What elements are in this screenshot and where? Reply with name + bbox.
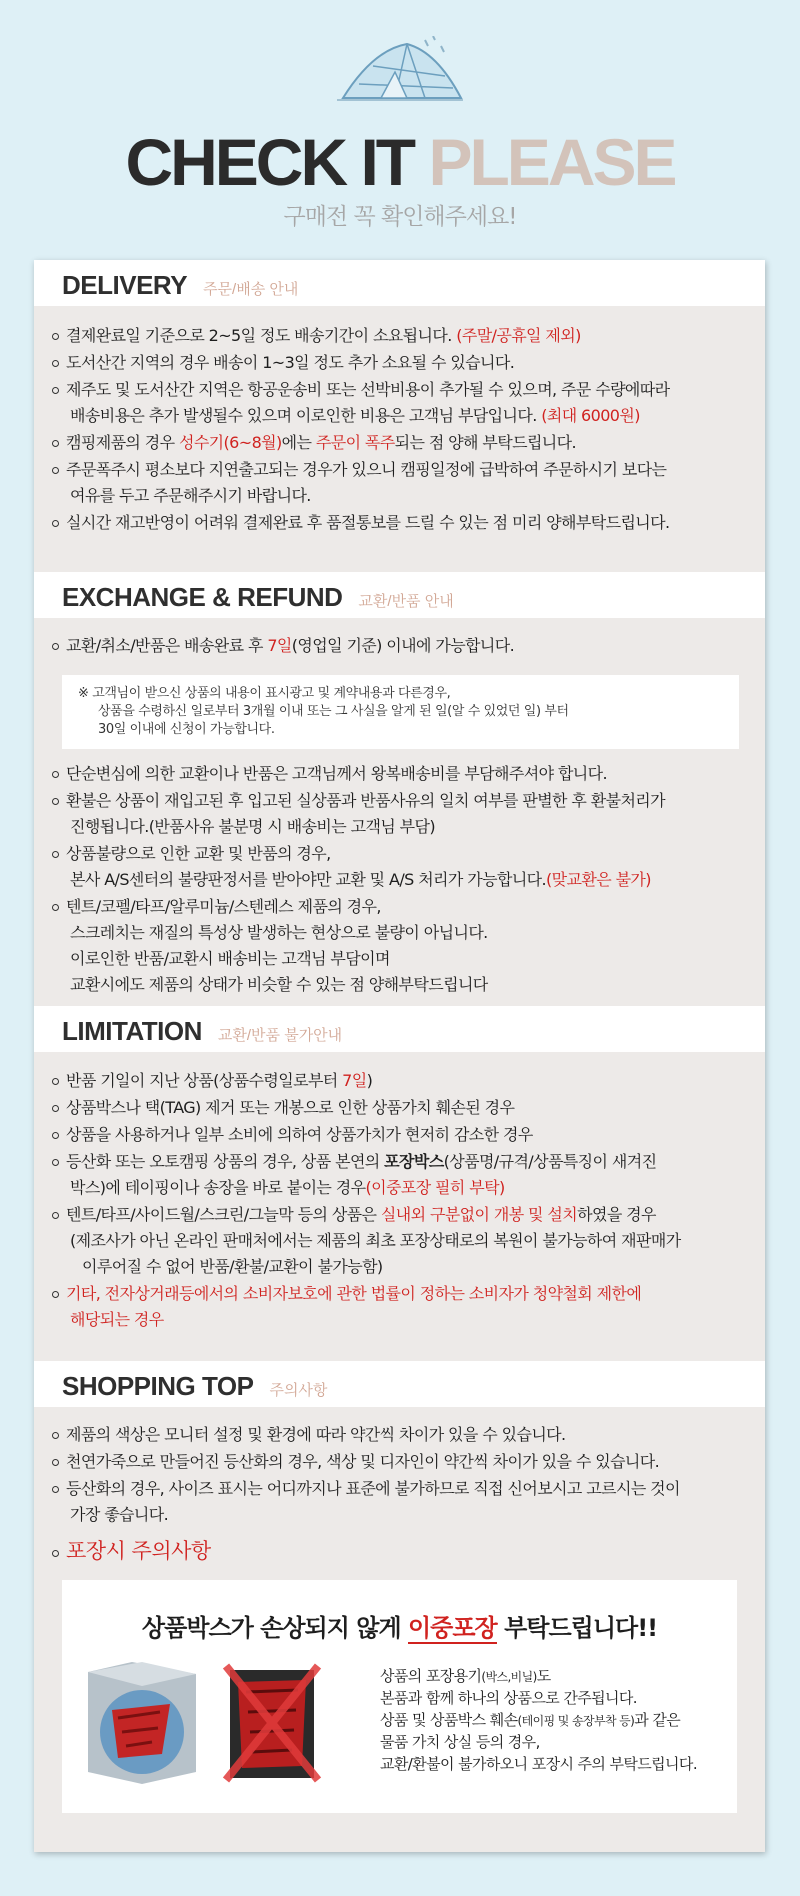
list-item: 텐트/코펠/타프/알루미늄/스텐레스 제품의 경우, — [52, 894, 381, 920]
title-part-light: PLEASE — [428, 125, 675, 199]
list-item-cont: 배송비용은 추가 발생될수 있으며 이로인한 비용은 고객님 부담입니다. (최대 6000원) — [70, 406, 640, 425]
packaging-text: 본품과 함께 하나의 상품으로 간주됩니다. — [380, 1689, 637, 1707]
list-item: 실시간 재고반영이 어려워 결제완료 후 품절통보를 드릴 수 있는 점 미리 양해부탁드립니다. — [52, 510, 670, 536]
exchange-header — [34, 572, 765, 618]
list-item: 주문폭주시 평소보다 지연출고되는 경우가 있으니 캠핑일정에 급박하여 주문하시기 보다는 — [52, 457, 666, 483]
list-item-cont: 여유를 두고 주문해주시기 바랍니다. — [70, 486, 311, 505]
packaging-title: 포장시 주의사항 — [52, 1536, 211, 1566]
notice-line: 30일 이내에 신청이 가능합니다. — [98, 722, 275, 737]
shopping-subtitle: 주의사항 — [269, 1382, 328, 1399]
tent-icon — [333, 36, 467, 106]
limitation-title: LIMITATION 교환/반품 불가안내 — [62, 1016, 343, 1046]
delivery-header — [34, 260, 765, 306]
list-item: 상품불량으로 인한 교환 및 반품의 경우, — [52, 841, 331, 867]
list-item: 상품박스나 택(TAG) 제거 또는 개봉으로 인한 상품가치 훼손된 경우 — [52, 1095, 514, 1121]
title-part-dark: CHECK IT — [125, 125, 414, 199]
list-item: 캠핑제품의 경우 성수기(6~8월)에는 주문이 폭주되는 점 양해 부탁드립니다. — [52, 430, 576, 456]
shopping-title: SHOPPING TOP 주의사항 — [62, 1371, 328, 1401]
list-item: 천연가죽으로 만들어진 등산화의 경우, 색상 및 디자인이 약간씩 차이가 있을 수 있습니다. — [52, 1449, 659, 1475]
delivery-title: DELIVERY 주문/배송 안내 — [62, 270, 299, 300]
list-item-cont: 박스)에 테이핑이나 송장을 바로 붙이는 경우(이중포장 필히 부탁) — [70, 1178, 505, 1197]
list-item: 도서산간 지역의 경우 배송이 1~3일 정도 추가 소요될 수 있습니다. — [52, 350, 514, 376]
list-item-cont: 본사 A/S센터의 불량판정서를 받아야만 교환 및 A/S 처리가 가능합니다.(맞교환은 불가) — [70, 870, 651, 889]
list-item: 상품을 사용하거나 일부 소비에 의하여 상품가치가 현저히 감소한 경우 — [52, 1122, 533, 1148]
packaging-text: 상품 및 상품박스 훼손(테이핑 및 송장부착 등)과 같은 — [380, 1711, 681, 1729]
notice-line: ※ 고객님이 받으신 상품의 내용이 표시광고 및 계약내용과 다른경우, — [78, 686, 451, 701]
list-item: 단순변심에 의한 교환이나 반품은 고객님께서 왕복배송비를 부담해주셔야 합니다. — [52, 761, 607, 787]
limitation-header — [34, 1006, 765, 1052]
delivery-subtitle: 주문/배송 안내 — [203, 281, 299, 298]
list-item: 기타, 전자상거래등에서의 소비자보호에 관한 법률이 정하는 소비자가 청약철회 제한에 — [52, 1281, 641, 1307]
page-header — [0, 0, 800, 255]
notice-line: 상품을 수령하신 일로부터 3개월 이내 또는 그 사실을 알게 된 일(알 수 있었던 일) 부터 — [98, 704, 569, 719]
list-item: 제주도 및 도서산간 지역은 항공운송비 또는 선박비용이 추가될 수 있으며, 주문 수량에따라 — [52, 377, 670, 403]
list-item: 등산화의 경우, 사이즈 표시는 어디까지나 표준에 불가하므로 직접 신어보시고 고르시는 것이 — [52, 1476, 680, 1502]
page-title — [0, 122, 800, 202]
packaging-text: 물품 가치 상실 등의 경우, — [380, 1733, 540, 1751]
exchange-title: EXCHANGE & REFUND 교환/반품 안내 — [62, 582, 454, 612]
list-item-cont: (제조사가 아닌 온라인 판매처에서는 제품의 최초 포장상태로의 복원이 불가능하여 재판매가 — [70, 1231, 681, 1250]
list-item-cont: 교환시에도 제품의 상태가 비슷할 수 있는 점 양해부탁드립니다 — [70, 975, 488, 994]
list-item: 교환/취소/반품은 배송완료 후 7일(영업일 기준) 이내에 가능합니다. — [52, 633, 514, 659]
list-item: 텐트/타프/사이드월/스크린/그늘막 등의 상품은 실내외 구분없이 개봉 및 설치하였을 경우 — [52, 1202, 656, 1228]
packaging-text: 교환/환불이 불가하오니 포장시 주의 부탁드립니다. — [380, 1755, 697, 1773]
shopping-header — [34, 1361, 765, 1407]
packaging-box — [62, 1580, 737, 1813]
list-item-cont: 해당되는 경우 — [70, 1310, 164, 1329]
packaging-headline: 상품박스가 손상되지 않게 이중포장 부탁드립니다!! — [141, 1614, 658, 1642]
list-item: 등산화 또는 오토캠핑 상품의 경우, 상품 본연의 포장박스(상품명/규격/상품특징이 새겨진 — [52, 1149, 656, 1175]
list-item-cont: 이로인한 반품/교환시 배송비는 고객님 부담이며 — [70, 949, 390, 968]
packaging-text: 상품의 포장용기(박스,비닐)도 — [380, 1667, 551, 1685]
info-card — [34, 260, 765, 1852]
list-item: 반품 기일이 지난 상품(상품수령일로부터 7일) — [52, 1068, 372, 1094]
list-item-cont: 스크레치는 재질의 특성상 발생하는 현상으로 불량이 아닙니다. — [70, 923, 488, 942]
double-box-icon — [82, 1662, 202, 1784]
list-item: 환불은 상품이 재입고된 후 입고된 실상품과 반품사유의 일치 여부를 판별한 후 환불처리가 — [52, 788, 665, 814]
list-item: 제품의 색상은 모니터 설정 및 환경에 따라 약간씩 차이가 있을 수 있습니다. — [52, 1422, 566, 1448]
page-subtitle: 구매전 꼭 확인해주세요! — [283, 204, 517, 230]
list-item-cont: 이루어질 수 없어 반품/환불/교환이 불가능함) — [82, 1257, 383, 1276]
list-item-cont: 진행됩니다.(반품사유 불분명 시 배송비는 고객님 부담) — [70, 817, 436, 836]
list-item-cont: 가장 좋습니다. — [70, 1505, 169, 1524]
exchange-subtitle: 교환/반품 안내 — [358, 593, 454, 610]
damaged-box-icon — [222, 1662, 322, 1784]
limitation-subtitle: 교환/반품 불가안내 — [217, 1027, 343, 1044]
list-item: 결제완료일 기준으로 2~5일 정도 배송기간이 소요됩니다. (주말/공휴일 제외) — [52, 323, 581, 349]
notice-box — [62, 675, 739, 749]
